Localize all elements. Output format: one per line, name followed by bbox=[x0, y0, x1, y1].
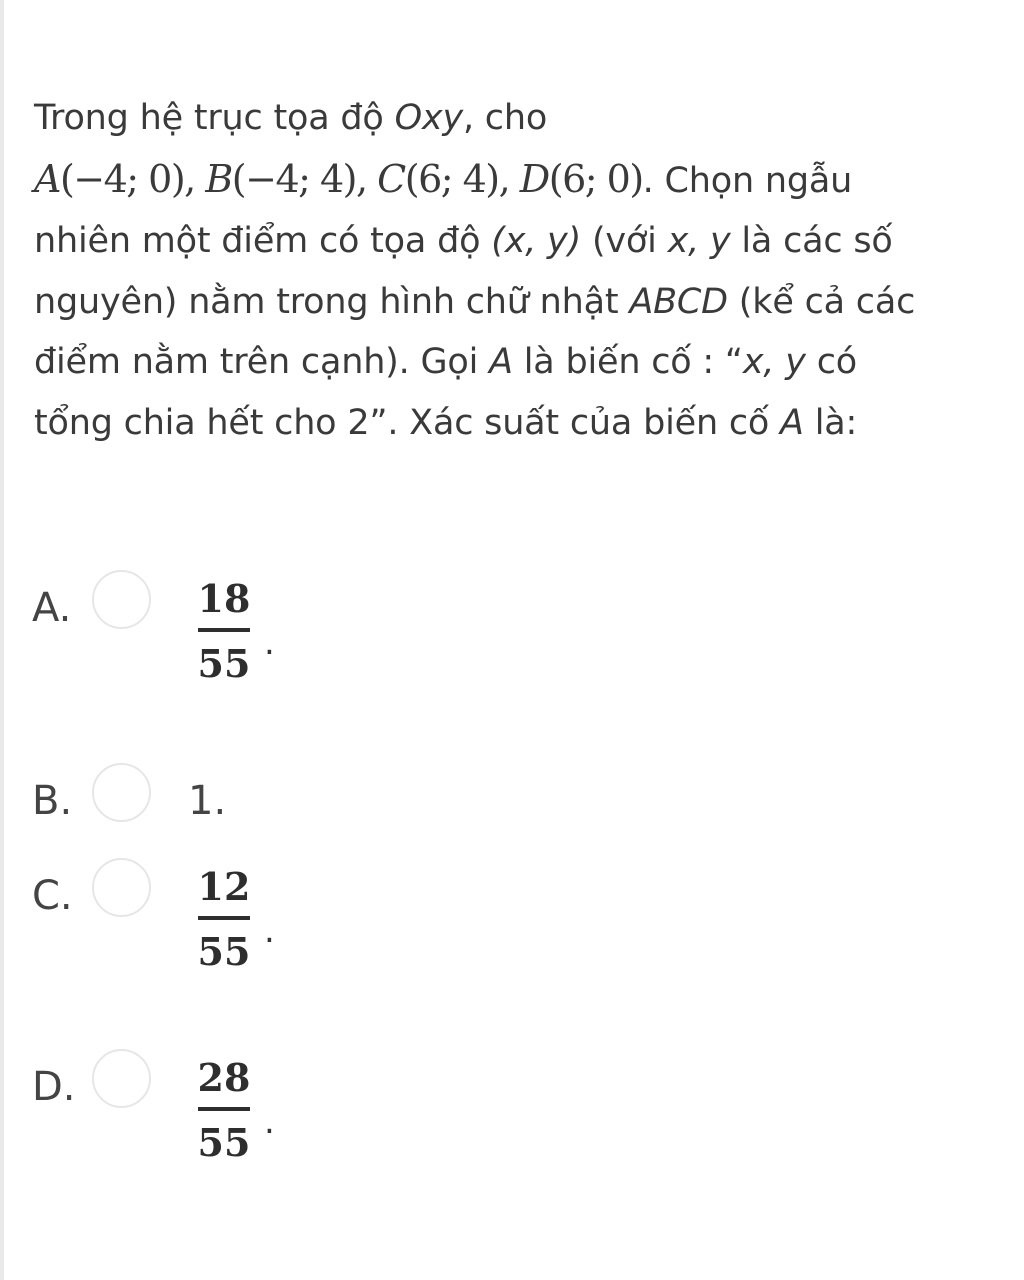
points-formula bbox=[34, 157, 643, 201]
option-letter: B. bbox=[32, 778, 73, 824]
radio-button[interactable] bbox=[92, 570, 151, 629]
question-line-4 bbox=[34, 272, 1009, 333]
fraction-period: . bbox=[264, 623, 275, 663]
fraction-numerator: 12 bbox=[197, 864, 251, 909]
question-text-part: nguyên) nằm trong hình chữ nhật bbox=[34, 281, 630, 322]
point-c-label: C bbox=[377, 156, 405, 201]
question-line-5 bbox=[34, 332, 1009, 393]
question-text-part: có bbox=[805, 342, 857, 382]
point-d-label: D bbox=[519, 156, 549, 201]
fraction-bar bbox=[198, 916, 250, 920]
question-text-part: là: bbox=[803, 402, 858, 443]
fraction-period: . bbox=[264, 1102, 275, 1142]
option-value: 1. bbox=[188, 778, 227, 824]
radio-button[interactable] bbox=[92, 858, 151, 917]
question-line-1 bbox=[34, 88, 1009, 149]
xy-variables: x, y bbox=[742, 342, 806, 382]
question-line-2 bbox=[34, 149, 1009, 212]
question-text-part: Trong hệ trục tọa độ bbox=[34, 98, 395, 138]
fraction-numerator: 28 bbox=[197, 1055, 251, 1100]
point-b-coords: (−4; 4), bbox=[231, 156, 378, 201]
option-letter: C. bbox=[32, 873, 73, 919]
fraction-denominator: 55 bbox=[197, 1120, 251, 1165]
question-text-part: , cho bbox=[462, 98, 548, 138]
option-letter: A. bbox=[32, 585, 72, 631]
event-label: A bbox=[489, 342, 513, 382]
question-text-part: là các số bbox=[730, 221, 893, 261]
fraction bbox=[194, 866, 254, 973]
question-line-6 bbox=[34, 393, 1009, 454]
question-text-part: (kể cả các bbox=[727, 281, 916, 322]
fraction-bar bbox=[198, 628, 250, 632]
xy-variables: x, y bbox=[667, 221, 731, 261]
fraction-bar bbox=[198, 1107, 250, 1111]
question-text-part: nhiên một điểm có tọa độ bbox=[34, 221, 492, 261]
question-text-part: điểm nằm trên cạnh). Gọi bbox=[34, 342, 490, 382]
point-b-label: B bbox=[205, 156, 232, 201]
point-d-coords: (6; 0) bbox=[548, 156, 643, 201]
point-a-label: A bbox=[34, 156, 60, 201]
fraction-denominator: 55 bbox=[197, 641, 251, 686]
event-label: A bbox=[780, 402, 804, 443]
question-text-part: . Chọn ngẫu bbox=[642, 160, 853, 201]
fraction-period: . bbox=[264, 911, 275, 951]
fraction-numerator: 18 bbox=[197, 576, 251, 621]
fraction-denominator: 55 bbox=[197, 929, 251, 974]
radio-button[interactable] bbox=[92, 763, 151, 822]
rectangle-label: ABCD bbox=[629, 281, 728, 322]
question-text-part: là biến cố : “ bbox=[512, 342, 743, 382]
question-line-3 bbox=[34, 211, 1009, 272]
radio-button[interactable] bbox=[92, 1049, 151, 1108]
question-text-part: (với bbox=[581, 221, 668, 261]
fraction bbox=[194, 1057, 254, 1164]
question-text-part: tổng chia hết cho 2”. Xác suất của biến cố bbox=[34, 402, 781, 443]
fraction bbox=[194, 578, 254, 685]
xy-label: (x, y) bbox=[491, 221, 582, 261]
option-letter: D. bbox=[32, 1064, 76, 1110]
left-border bbox=[0, 0, 4, 1280]
question-text bbox=[34, 88, 1009, 453]
oxy-label: Oxy bbox=[394, 98, 463, 138]
point-c-coords: (6; 4), bbox=[404, 156, 520, 201]
point-a-coords: (−4; 0), bbox=[59, 156, 206, 201]
